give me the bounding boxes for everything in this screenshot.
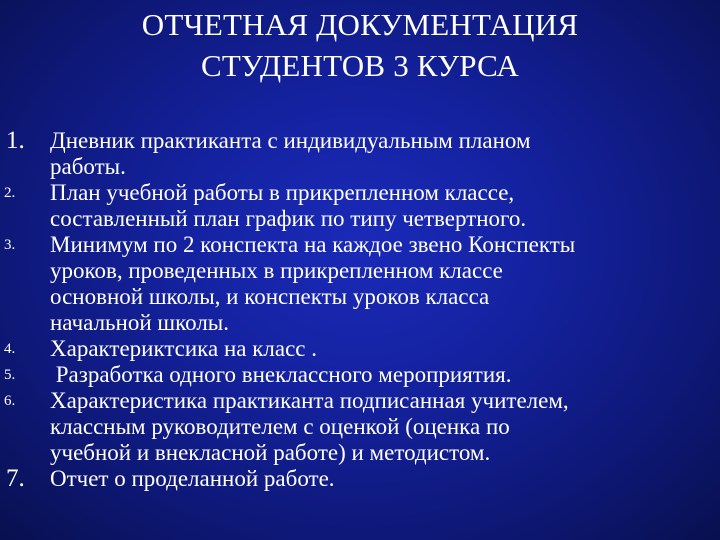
slide-title (0, 4, 720, 86)
list-item-number: 5. (4, 367, 16, 383)
list-item-text (50, 336, 710, 362)
list-item-text (50, 362, 710, 388)
list-item-line: Отчет о проделанной работе. (50, 466, 335, 491)
list-item-line: классным руководителем с оценкой (оценка по (50, 414, 510, 439)
list-item-text (50, 232, 710, 336)
list-item-line: уроков, проведенных в прикрепленном классе (50, 258, 503, 283)
list-item-line: составленный план график по типу четвертного. (50, 206, 527, 231)
list-item (0, 388, 720, 466)
list-item-line: работы. (50, 154, 126, 179)
list-item-number: 3. (4, 237, 16, 253)
list-item-line: Характериктсика на класс . (50, 336, 318, 361)
list-item-number: 4. (4, 341, 16, 357)
list-item-number: 6. (4, 393, 16, 409)
list-item-number: 7. (6, 465, 25, 492)
list-item-line: Характеристика практиканта подписанная учителем, (50, 388, 569, 413)
list-item-number: 1. (6, 127, 25, 154)
list-item (0, 336, 720, 362)
list-item-line: Минимум по 2 конспекта на каждое звено Конспекты (50, 232, 576, 257)
list-item-text (50, 466, 710, 492)
list-item (0, 128, 720, 180)
list-item-line: Разработка одного внеклассного мероприятия. (50, 362, 512, 387)
list-item-line: учебной и внекласной работе) и методистом. (50, 440, 491, 465)
list-item (0, 362, 720, 388)
slide-title-line-1: ОТЧЕТНАЯ ДОКУМЕНТАЦИЯ (141, 7, 579, 42)
list-item (0, 180, 720, 232)
list-item-number: 2. (4, 185, 16, 201)
list-item-line: основной школы, и конспекты уроков класса (50, 284, 490, 309)
list-item-line: План учебной работы в прикрепленном классе, (50, 180, 515, 205)
documentation-list (0, 128, 720, 492)
list-item (0, 232, 720, 336)
list-item-line: начальной школы. (50, 310, 230, 335)
list-item-text (50, 180, 710, 232)
list-item-text (50, 388, 710, 466)
list-item-line: Дневник практиканта с индивидуальным планом (50, 128, 531, 153)
list-item-text (50, 128, 710, 180)
list-item (0, 466, 720, 492)
slide-title-line-2: СТУДЕНТОВ 3 КУРСА (200, 48, 520, 83)
